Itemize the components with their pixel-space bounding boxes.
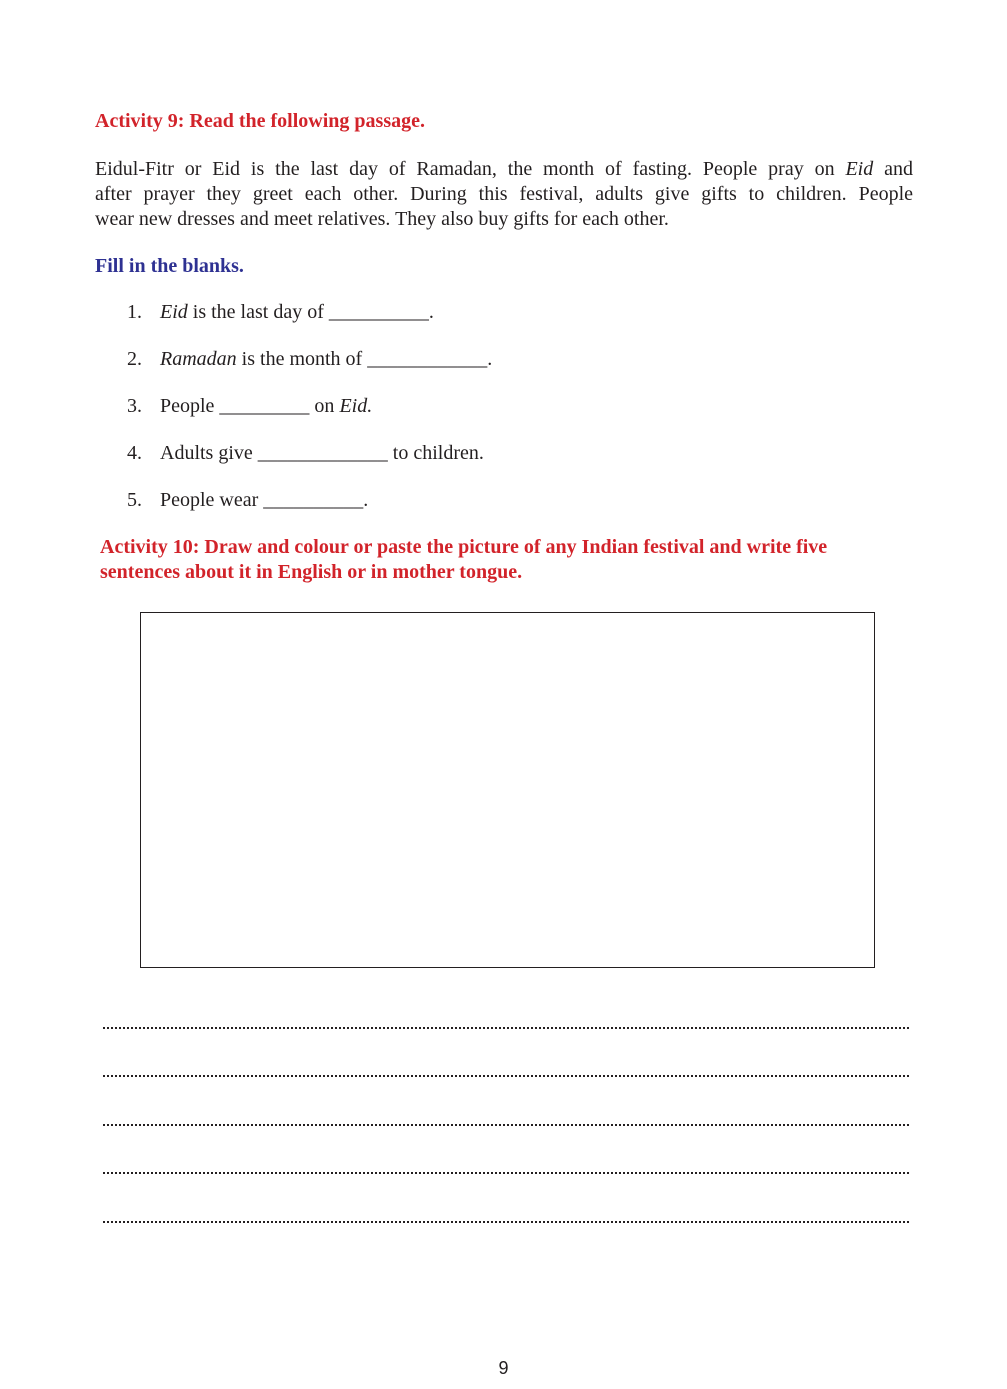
question-4: 4. Adults give _____________ to children.: [127, 442, 484, 464]
drawing-box[interactable]: [140, 612, 875, 968]
writing-line[interactable]: [103, 1075, 909, 1077]
activity-9-heading: Activity 9: Read the following passage.: [95, 110, 425, 132]
passage-line: Eidul-Fitr or Eid is the last day of Ramadan, the month of fasting. People pray on Eid and: [95, 158, 913, 180]
fill-in-blanks-heading: Fill in the blanks.: [95, 255, 244, 277]
question-2: 2. Ramadan is the month of ____________.: [127, 348, 493, 370]
writing-line[interactable]: [103, 1027, 909, 1029]
question-5: 5. People wear __________.: [127, 489, 369, 511]
writing-line[interactable]: [103, 1172, 909, 1174]
question-3: 3. People _________ on Eid.: [127, 395, 373, 417]
question-1: 1. Eid is the last day of __________.: [127, 301, 434, 323]
activity-10-heading: Activity 10: Draw and colour or paste the picture of any Indian festival and write five sentences about it in English or in mother tongue.: [100, 536, 828, 583]
writing-line[interactable]: [103, 1221, 909, 1223]
passage-line: wear new dresses and meet relatives. They also buy gifts for each other.: [95, 208, 669, 230]
page-number: 9: [498, 1358, 509, 1378]
passage-line: after prayer they greet each other. During this festival, adults give gifts to children. People: [95, 183, 913, 205]
activity-9-passage: [95, 157, 913, 232]
writing-line[interactable]: [103, 1124, 909, 1126]
